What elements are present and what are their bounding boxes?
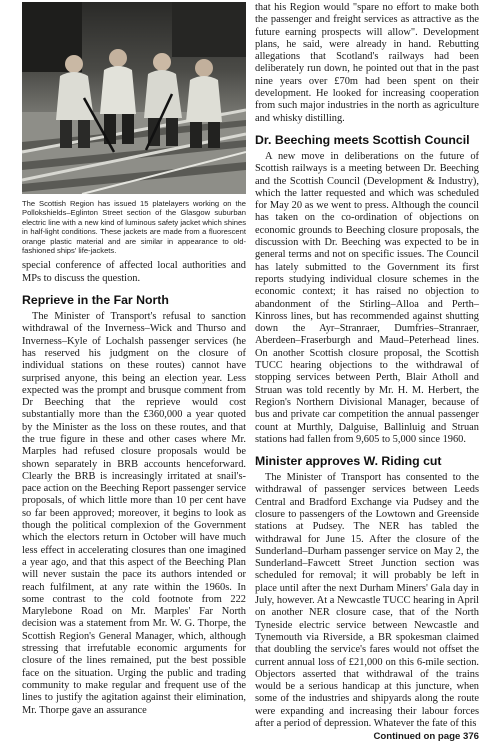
- left-intro-paragraph: special conference of affected local authorities and MPs to discuss the question.: [22, 260, 246, 284]
- photo-caption: The Scottish Region has issued 15 platelayers working on the Pollokshields–Eglinton Street section of the Glasgow suburban electric line with a new kind of luminous safety jacket which shines in half-light conditions. These jackets are made from a fluorescent orange plastic material and are similar in appearance to old-fashioned ships' life-jackets.: [22, 199, 246, 256]
- platelayers-photo: [22, 2, 246, 194]
- heading-w-riding: Minister approves W. Riding cut: [255, 454, 442, 469]
- w-riding-paragraph: The Minister of Transport has consented to the withdrawal of passenger services between Leeds Central and Bradford Exchange via Pudsey and the closure to passengers of the Lowtown and Greenside stations at Pudsey. The NER has tabled the withdrawal for June 15. After the closure of the Sunderland–Durham passenger service on May 2, the Sunderland–Fawcett Street Junction section was scheduled for removal; it will probably be left in place until after the next Durham Miners' Gala day in July, however. At a Newcastle TUCC hearing in April on another NER closure case, that of the North Tyneside electric service between Newcastle and Tynemouth via Riverside, a BR spokesman claimed that doubling the service's fares would not offset the current annual loss of £21,000 on this 6-mile section. Objectors asserted that withdrawal of the trains would be a serious handicap at this juncture, when some of the industries and shipyards along the route were expanding and increasing their labour forces after a period of depression. Whatever the fate of this: [255, 472, 479, 730]
- platelayers-photo-image: [22, 2, 246, 194]
- heading-reprieve: Reprieve in the Far North: [22, 293, 169, 308]
- beeching-council-paragraph: A new move in deliberations on the future of Scottish railways is a meeting between Dr. Beeching and the Scottish Council (Development & Industry), which the latter requested and which was scheduled for May 20 as we went to press. Although the council has taken on the co-ordination of objections on economic grounds to Beeching closure proposals, the discussion with Dr. Beeching was expected to be in general terms and not on specific issues. The Council has lately submitted to the Government its first reports studying individual closure schemes in the economic context; it has raised no objection to abandonment of the Stirling–Alloa and Perth–Kinross lines, but has recommended against shutting down the Ayr–Stranraer, Dumfries–Stranraer, Aberdeen–Fraserburgh and Maud–Peterhead lines. On another Scottish closure proposal, the Scottish TUCC hearing objections to the withdrawal of stopping services between Perth, Blair Atholl and Struan was told recently by Mr. H. M. Herbert, the Region's Northern Divisional Manager, because of bus and private car competition the annual passenger count at Murthly, Dalguise, Ballinluig and Struan stations had fallen from 9,605 to 5,000 since 1960.: [255, 150, 479, 445]
- right-column: [255, 2, 479, 742]
- right-intro-paragraph: that his Region would "spare no effort to make both the passenger and freight services as attractive as the future earning prospects will allow". Development plans, he said, were already in hand. Rebutting allegations that Scotland's railways had been deliberately run down, he pointed out that in the past nine years over £70m had been spent on their development. He looked for increasing cooperation from such major industries in the north as agriculture and whisky distilling.: [255, 2, 479, 124]
- heading-beeching-council: Dr. Beeching meets Scottish Council: [255, 132, 470, 147]
- continued-link[interactable]: Continued on page 376: [373, 731, 479, 742]
- reprieve-paragraph: The Minister of Transport's refusal to sanction withdrawal of the Inverness–Wick and Thurso and Inverness–Kyle of Lochalsh passenger services (he has reserved his judgment on the closure of individual stations on these routes) cannot have surprised anyone, this being an election year. Less expected was the prompt and brusque comment from Dr Beeching that the reprieve would cost substantially more than the £360,000 a year quoted by the Minister as the loss on these routes, and that the true figure in these and other cases where Mr. Marples had refused closure proposals would be shown separately in BRB accounts henceforward. Clearly the BRB is increasingly irritated at snail's-pace action on the Beeching Report passenger service proposals, of which little more than 10 per cent have so far been approved; moreover, it begins to look as though the political complexion of the Government which the electors return in October will have much less effect in accelerating closures than one imagined a year ago, and that this aspect of the Beeching Plan will never sustain the pace its authors intended or reach fulfilment, at any rate within the 1960s. In some contrast to the cold footnote from 222 Marylebone Road on Mr. Marples' Far North decision was a statement from Mr. W. G. Thorpe, the Scottish Region's General Manager, which, although stressing that irrefutable economic arguments for closure of the lines remained, put the best possible face on the situation. Urging the public and trading community to make regular and frequent use of the lines to justify the agitation against their elimination, Mr. Thorpe gave an assurance: [22, 311, 246, 716]
- left-column: [22, 2, 246, 717]
